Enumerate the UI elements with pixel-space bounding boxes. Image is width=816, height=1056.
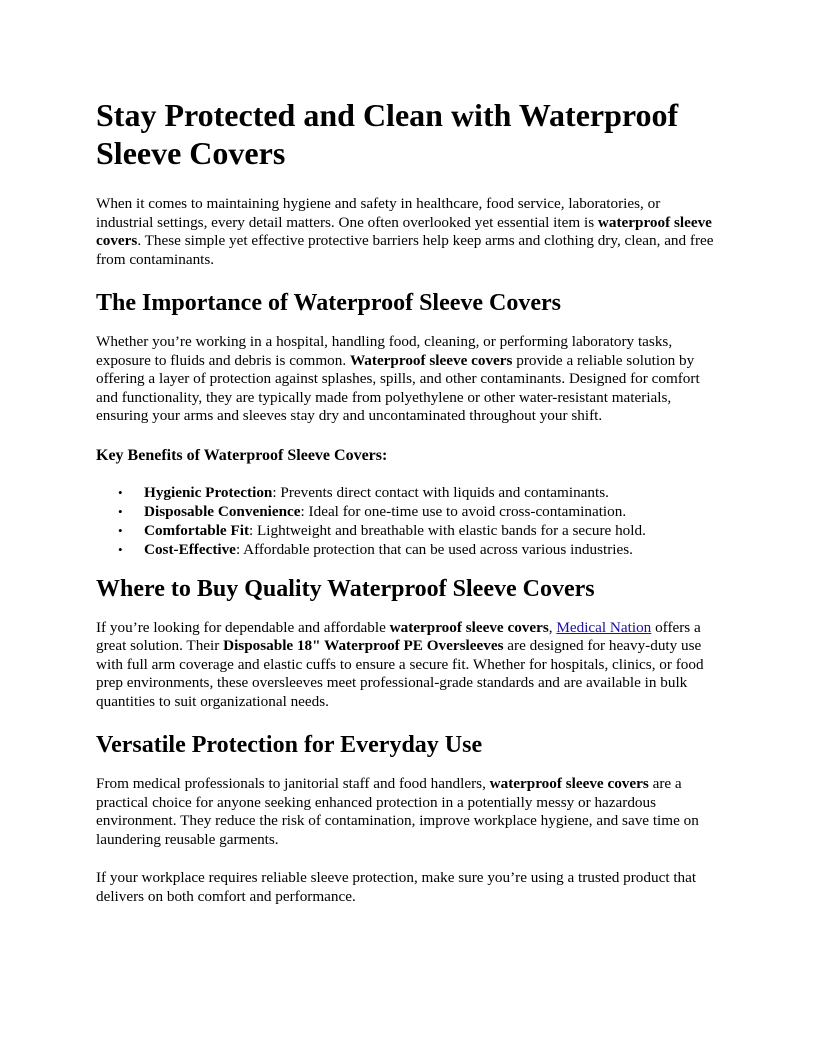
buy-bold-1: waterproof sleeve covers (389, 618, 549, 636)
benefit-term: Comfortable Fit (144, 521, 250, 539)
versatile-bold-1: waterproof sleeve covers (489, 775, 649, 792)
bullet-icon: • (118, 503, 123, 519)
intro-paragraph (96, 195, 720, 269)
list-item (96, 521, 720, 540)
buy-text-1: If you’re looking for dependable and affordable (96, 618, 390, 636)
versatile-heading: Versatile Protection for Everyday Use (96, 732, 483, 758)
buy-text-2: , (548, 618, 557, 636)
buy-bold-2: Disposable 18" Waterproof PE Oversleeves (223, 637, 504, 654)
benefit-desc: : Prevents direct contact with liquids and contaminants. (272, 483, 609, 501)
bullet-icon: • (118, 484, 123, 500)
benefit-term: Hygienic Protection (144, 483, 273, 501)
bullet-icon: • (118, 522, 123, 538)
importance-heading: The Importance of Waterproof Sleeve Covers (96, 290, 562, 316)
intro-text-2: . These simple yet effective protective barriers help keep arms and clothing dry, clean, and free from contaminants. (96, 232, 714, 268)
buy-text-3: offers a great solution. Their (96, 618, 701, 654)
importance-bold-1: Waterproof sleeve covers (349, 351, 513, 369)
importance-paragraph (96, 333, 720, 426)
benefit-term: Disposable Convenience (144, 502, 301, 520)
versatile-paragraph (96, 775, 720, 849)
benefits-heading: Key Benefits of Waterproof Sleeve Covers: (96, 446, 388, 464)
intro-text-1: When it comes to maintaining hygiene and safety in healthcare, food service, laboratories, or industrial settings, every detail matters. One often overlooked yet essential item is (96, 195, 661, 231)
importance-text-1: Whether you’re working in a hospital, handling food, cleaning, or performing laboratory tasks, exposure to fluids and debris is common. (96, 333, 673, 369)
list-item (96, 540, 720, 559)
list-item (96, 483, 720, 502)
buy-paragraph (96, 619, 720, 712)
intro-bold-1: waterproof sleeve covers (96, 213, 712, 249)
buy-heading: Where to Buy Quality Waterproof Sleeve Covers (96, 575, 595, 602)
versatile-text-1: From medical professionals to janitorial staff and food handlers, (96, 775, 490, 792)
page-title: Stay Protected and Clean with Waterproof Sleeve Covers (96, 97, 679, 171)
document-page (96, 96, 720, 926)
list-item (96, 502, 720, 521)
benefit-desc: : Lightweight and breathable with elastic bands for a secure hold. (249, 521, 646, 539)
benefit-desc: : Ideal for one-time use to avoid cross-contamination. (300, 502, 627, 520)
importance-text-2: provide a reliable solution by offering a layer of protection against splashes, spills, and other contaminants. Designed for comfort and functionality, they are typically made from polyethylene or other water-resistant materials, ensuring your arms and sleeves stay dry and uncontaminated throughout your shift. (96, 351, 700, 424)
buy-text-4: are designed for heavy-duty use with full arm coverage and elastic cuffs to ensure a secure fit. Whether for hospitals, clinics, or food prep environments, these oversleeves meet professional-grade standards and are available in bulk quantities to suit organizational needs. (96, 637, 704, 710)
bullet-icon: • (118, 541, 123, 557)
benefits-list (96, 483, 720, 559)
closing-paragraph: If your workplace requires reliable sleeve protection, make sure you’re using a trusted product that delivers on both comfort and performance. (96, 869, 697, 905)
versatile-text-2: are a practical choice for anyone seeking enhanced protection in a potentially messy or hazardous environment. They reduce the risk of contamination, improve workplace hygiene, and save time on laundering reusable garments. (96, 775, 699, 848)
benefit-term: Cost-Effective (144, 540, 236, 558)
benefit-desc: : Affordable protection that can be used across various industries. (235, 540, 633, 558)
medical-nation-link[interactable]: Medical Nation (556, 618, 652, 636)
